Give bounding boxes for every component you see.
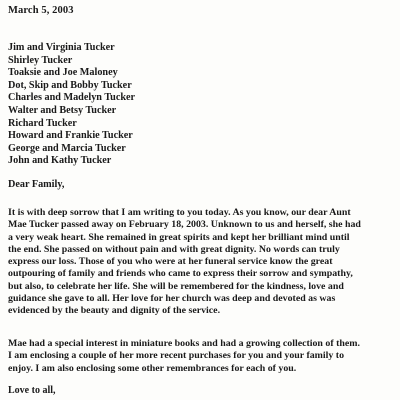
recipient-line: Howard and Frankie Tucker: [8, 130, 133, 142]
paragraph-line: outpouring of family and friends who came to express their sorrow and sympathy,: [8, 268, 353, 280]
recipient-line: John and Kathy Tucker: [8, 155, 112, 167]
recipient-line: George and Marcia Tucker: [8, 142, 126, 154]
body-paragraph-1: [8, 207, 400, 318]
salutation: Dear Family,: [8, 179, 65, 190]
recipient-list: [8, 42, 135, 168]
paragraph-line: evidenced by the beauty and dignity of the service.: [8, 305, 221, 317]
closing: Love to all,: [8, 385, 56, 396]
recipient-line: Toaksie and Joe Maloney: [8, 67, 118, 79]
paragraph-line: but also, to celebrate her life. She will be remembered for the kindness, love and: [8, 280, 344, 292]
paragraph-line: Mae had a special interest in miniature books and had a growing collection of them.: [8, 338, 360, 349]
paragraph-line: guidance she gave to all. Her love for her church was deep and devoted as was: [8, 293, 336, 305]
recipient-line: Richard Tucker: [8, 117, 77, 129]
letter-date: March 5, 2003: [8, 5, 74, 16]
recipient-line: Dot, Skip and Bobby Tucker: [8, 79, 132, 91]
paragraph-line: a very weak heart. She remained in great spirits and kept her brilliant mind until: [8, 231, 350, 243]
paragraph-line: express our loss. Those of you who were at her funeral service know the great: [8, 256, 333, 268]
paragraph-line: the end. She passed on without pain and with great dignity. No words can truly: [8, 243, 340, 255]
body-paragraph-2: [8, 338, 400, 375]
paragraph-line: It is with deep sorrow that I am writing to you today. As you know, our dear Aunt: [8, 207, 351, 218]
recipient-line: Jim and Virginia Tucker: [8, 42, 115, 53]
recipient-line: Walter and Betsy Tucker: [8, 104, 117, 116]
paragraph-line: enjoy. I am also enclosing some other remembrances for each of you.: [8, 362, 297, 374]
paragraph-line: Mae Tucker passed away on February 18, 2003. Unknown to us and herself, she had: [8, 219, 361, 231]
paragraph-line: I am enclosing a couple of her more recent purchases for you and your family to: [8, 350, 345, 362]
recipient-line: Charles and Madelyn Tucker: [8, 92, 136, 104]
recipient-line: Shirley Tucker: [8, 54, 73, 66]
